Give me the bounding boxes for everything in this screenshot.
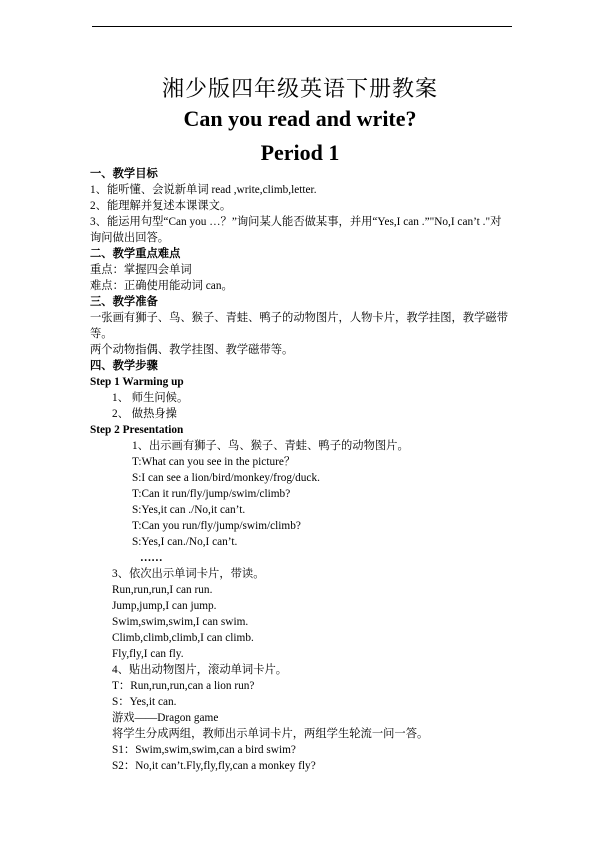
header-rule bbox=[92, 26, 512, 27]
chant-line: Swim,swim,swim,I can swim. bbox=[112, 616, 249, 628]
dialog-line: S:I can see a lion/bird/monkey/frog/duck. bbox=[132, 472, 320, 484]
section-heading: 一、教学目标 bbox=[90, 168, 158, 180]
chant-line: Jump,jump,I can jump. bbox=[112, 600, 217, 612]
section-heading: 二、教学重点难点 bbox=[90, 248, 181, 260]
dialog-line: S：Yes,it can. bbox=[112, 696, 177, 708]
lesson-title: Can you read and write? bbox=[183, 106, 417, 131]
paragraph: 3、能运用句型“Can you …？”询问某人能否做某事，并用“Yes,I can .”"No,I can’t ."对询问做出回答。 bbox=[90, 216, 502, 244]
period-title: Period 1 bbox=[260, 140, 340, 165]
dialog-line: T:What can you see in the picture？ bbox=[132, 456, 296, 468]
paragraph: 4、贴出动物图片，滚动单词卡片。 bbox=[112, 664, 288, 676]
dialog-line: S:Yes,it can ./No,it can’t. bbox=[132, 504, 246, 516]
step-title: Step 2 Presentation bbox=[90, 424, 184, 436]
paragraph: 两个动物指偶、教学挂图、教学磁带等。 bbox=[90, 344, 294, 356]
document-title: 湘少版四年级英语下册教案 bbox=[161, 76, 438, 101]
paragraph: 3、依次出示单词卡片，带读。 bbox=[112, 568, 265, 580]
chant-line: Run,run,run,I can run. bbox=[112, 584, 213, 596]
dialog-line: S:Yes,I can./No,I can’t. bbox=[132, 536, 238, 548]
paragraph: 难点：正确使用能动词 can。 bbox=[90, 280, 233, 292]
paragraph: 1、出示画有狮子、鸟、猴子、青蛙、鸭子的动物图片。 bbox=[132, 440, 409, 452]
dialog-line: S2：No,it can’t.Fly,fly,fly,can a monkey fly? bbox=[112, 760, 316, 772]
dialog-line: T:Can it run/fly/jump/swim/climb? bbox=[132, 488, 291, 500]
paragraph: 一张画有狮子、鸟、猴子、青蛙、鸭子的动物图片，人物卡片，教学挂图，教学磁带等。 bbox=[90, 312, 508, 340]
dialog-line: S1：Swim,swim,swim,can a bird swim? bbox=[112, 744, 296, 756]
paragraph: 重点：掌握四会单词 bbox=[90, 264, 192, 276]
paragraph: 将学生分成两组，教师出示单词卡片，两组学生轮流一问一答。 bbox=[112, 728, 429, 740]
section-heading: 三、教学准备 bbox=[90, 296, 158, 308]
step-title: Step 1 Warming up bbox=[90, 376, 184, 388]
paragraph: 2、能理解并复述本课课文。 bbox=[90, 200, 232, 212]
document-body bbox=[90, 166, 512, 774]
dialog-line: T：Run,run,run,can a lion run? bbox=[112, 680, 255, 692]
ellipsis: …… bbox=[140, 552, 163, 564]
dialog-line: T:Can you run/fly/jump/swim/climb? bbox=[132, 520, 301, 532]
section-heading: 四、教学步骤 bbox=[90, 360, 158, 372]
paragraph: 1、能听懂、会说新单词 read ,write,climb,letter. bbox=[90, 184, 317, 196]
chant-line: Fly,fly,I can fly. bbox=[112, 648, 184, 660]
paragraph: 游戏——Dragon game bbox=[112, 712, 219, 724]
list-item: 1、 师生问候。 bbox=[112, 392, 189, 404]
list-item: 2、 做热身操 bbox=[112, 408, 177, 420]
chant-line: Climb,climb,climb,I can climb. bbox=[112, 632, 254, 644]
